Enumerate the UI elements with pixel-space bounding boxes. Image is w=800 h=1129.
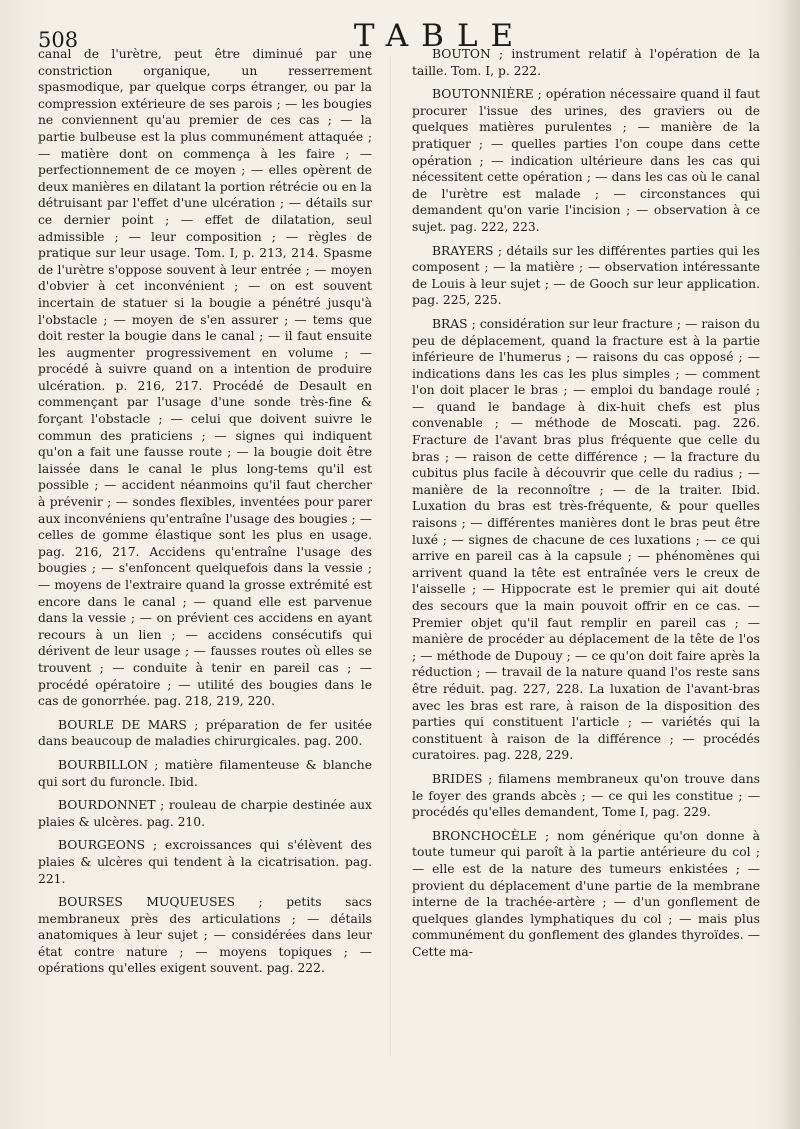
- entry-bouton: BOUTON ; instrument relatif à l'opération de la taille. Tom. I, p. 222.: [412, 47, 760, 78]
- entry-bourle-de-mars: BOURLE DE MARS ; préparation de fer usitée dans beaucoup de maladies chirurgicales. pag. 200.: [38, 717, 372, 749]
- entry-bourdonnet: BOURDONNET ; rouleau de charpie destinée aux plaies & ulcères. pag. 210.: [38, 798, 372, 829]
- running-title: TABLE: [353, 18, 527, 54]
- right-column: [412, 46, 760, 967]
- entry-brides: BRIDES ; filamens membraneux qu'on trouve dans le foyer des grands abcès ; — ce qui les constitue ; — procédés qu'elles demandent, Tome I, pag. 229.: [412, 771, 760, 820]
- column-gutter: [390, 56, 391, 1056]
- entry-brayers: BRAYERS ; détails sur les différentes parties qui les composent ; — la matière ; — observation intéressante de Louis à leur sujet ; — de Gooch sur leur application. pag. 225, 225.: [412, 243, 760, 308]
- page-edge-shadow: [778, 0, 800, 1129]
- left-column: [38, 46, 372, 984]
- entry-bourgeons: BOURGEONS ; excroissances qui s'élèvent des plaies & ulcères qui tendent à la cicatrisation. pag. 221.: [38, 838, 372, 886]
- entry-bras: BRAS ; considération sur leur fracture ; — raison du peu de déplacement, quand la fracture est à la partie inférieure de l'humerus ; — raisons du cas opposé ; — indications dans les cas les plus simples ; — comment l'on doit placer le bras ; — emploi du bandage roulé ; — quand le bandage à dix-huit chefs est plus convenable ; — méthode de Moscati. pag. 226. Fracture de l'avant bras plus fréquente que celle du bras ; — raison de cette différence ; — la fracture du cubitus plus facile à découvrir que celle du radius ; — manière de la reconnoître ; — de la traiter. Ibid. Luxation du bras est très-fréquente, & pour quelles raisons ; — différentes manières dont le bras peut être luxé ; — signes de chacune de ces luxations ; — ce qui arrive en pareil cas à la capsule ; — phénomènes qui arrivent quand la tête est entraînée vers le creux de l'aisselle ; — Hippocrate est le premier qui ait douté des secours que la main pouvoit offrir en ce cas. — Premier objet qu'il faut remplir en pareil cas ; — manière de procéder au déplacement de la tête de l'os ; — méthode de Dupouy ; — ce qu'on doit faire après la réduction ; — travail de la nature quand l'os reste sans être réduit. pag. 227, 228. La luxation de l'avant-bras avec les bras est rare, à raison de la disposition des parties qui constituent l'article ; — variétés qui la constituent à raison de la différence ; — procédés curatoires. pag. 228, 229.: [412, 316, 760, 763]
- entry-bronchocele: BRONCHOCÈLE ; nom générique qu'on donne à toute tumeur qui paroît à la partie antérieure du col ; — elle est de la nature des tumeurs enkistées ; — provient du déplacement d'une partie de la membrane interne de la trachée-artère ; — d'un gonflement de quelques glandes lymphatiques du col ; — mais plus communément du gonflement des glandes thyroïdes. — Cette ma-: [412, 828, 760, 959]
- entry-bourses-muqueuses: BOURSES MUQUEUSES ; petits sacs membraneux près des articulations ; — détails anatomiques à leur sujet ; — considérées dans leur état contre nature ; — moyens topiques ; — opérations qu'elles exigent souvent. pag. 222.: [38, 895, 372, 976]
- entry-boutonniere: BOUTONNIÈRE ; opération nécessaire quand il faut procurer l'issue des urines, des graviers ou de quelques matières purulentes ; — manière de la pratiquer ; — quelles parties l'on coupe dans cette opération ; — indication ultérieure dans les cas qui nécessitent cette opération ; — dans les cas où le canal de l'urètre est malade ; — circonstances qui demandent qu'on varie l'incision ; — observation à ce sujet. pag. 222, 223.: [412, 87, 760, 234]
- entry-urethra-continuation: canal de l'urètre, peut être diminué par une constriction organique, un resserrement spasmodique, par quelque corps étranger, ou par la compression extérieure de ses parois ; — les bougies ne conviennent qu'au premier de ces cas ; — la partie bulbeuse est la plus communément attaquée ; — matière dont on commença à les faire ; — perfectionnement de ce moyen ; — elles opèrent de deux manières en dilatant la portion rétrécie ou en la détruisant par l'effet d'une ulcération ; — détails sur ce dernier point ; — effet de dilatation, seul admissible ; — leur composition ; — règles de pratique sur leur usage. Tom. I, p. 213, 214. Spasme de l'urètre s'oppose souvent à leur entrée ; — moyen d'obvier à cet inconvénient ; — on est souvent incertain de statuer si la bougie a pénétré jusqu'à l'obstacle ; — moyen de s'en assurer ; — tems que doit rester la bougie dans le canal ; — il faut ensuite les augmenter progressivement en volume ; — procédé à suivre quand on a intention de produire ulcération. p. 216, 217. Procédé de Desault en commençant par l'usage d'une sonde très-fine & forçant l'obstacle ; — celui que doivent suivre le commun des praticiens ; — signes qui indiquent qu'on a fait une fausse route ; — la bougie doit être laissée dans le canal le plus long-tems qu'il est possible ; — accident néanmoins qu'il faut chercher à prévenir ; — sondes flexibles, inventées pour parer aux inconvéniens qu'entraîne l'usage des bougies ; — celles de gomme élastique sont les plus en usage. pag. 216, 217. Accidens qu'entraîne l'usage des bougies ; — s'enfoncent quelquefois dans la vessie ; — moyens de l'extraire quand la grosse extrémité est encore dans le canal ; — quand elle est parvenue dans la vessie ; — on prévient ces accidens en ayant recours à un lien ; — accidens consécutifs qui dérivent de leur usage ; — fausses routes où elles se trouvent ; — conduite à tenir en pareil cas ; — procédé opératoire ; — utilité des bougies dans le cas de gonorrhée. pag. 218, 219, 220.: [38, 47, 372, 709]
- entry-bourbillon: BOURBILLON ; matière filamenteuse & blanche qui sort du furoncle. Ibid.: [38, 757, 372, 789]
- page-number: 508: [38, 28, 79, 52]
